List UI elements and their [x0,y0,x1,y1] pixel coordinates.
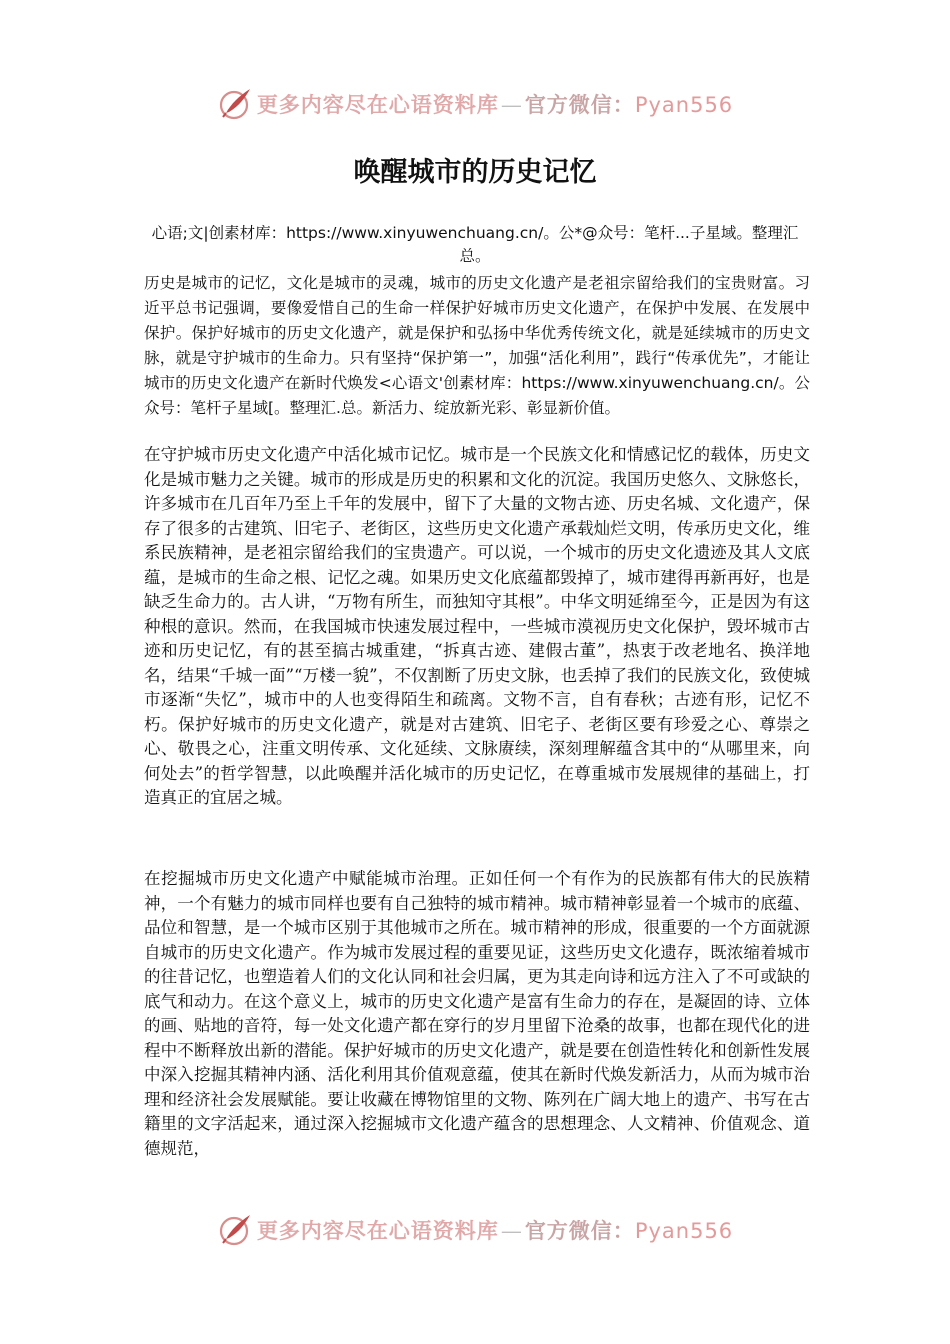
banner-separator: — [500,1219,523,1243]
footer-banner [0,1210,950,1250]
banner-slogan: 更多内容尽在心语资料库 [256,1218,499,1243]
body-paragraph-1: 在守护城市历史文化遗产中活化城市记忆。城市是一个民族文化和情感记忆的载体，历史文化是城市魅力之关键。城市的形成是历史的积累和文化的沉淀。我国历史悠久、文脉悠长，许多城市在几百年乃至上千年的发展中，留下了大量的文物古迹、历史名城、文化遗产，保存了很多的古建筑、旧宅子、老街区，这些历史文化遗产承载灿烂文明，传承历史文化，维系民族精神，是老祖宗留给我们的宝贵遗产。可以说，一个城市的历史文化遗迹及其人文底蕴，是城市的生命之根、记忆之魂。如果历史文化底蕴都毁掉了，城市建得再新再好，也是缺乏生命力的。古人讲，“万物有所生，而独知守其根”。中华文明延绵至今，正是因为有这种根的意识。然而，在我国城市快速发展过程中，一些城市漠视历史文化保护，毁坏城市古迹和历史记忆，有的甚至搞古城重建，“拆真古迹、建假古董”，热衷于改老地名、换洋地名，结果“千城一面”“万楼一貌”，不仅割断了历史文脉，也丢掉了我们的民族文化，致使城市逐渐“失忆”，城市中的人也变得陌生和疏离。文物不言，自有春秋；古迹有形，记忆不朽。保护好城市的历史文化遗产，就是对古建筑、旧宅子、老街区要有珍爱之心、尊崇之心、敬畏之心，注重文明传承、文化延续、文脉赓续，深刻理解蕴含其中的“从哪里来，向何处去”的哲学智慧，以此唤醒并活化城市的历史记忆，在尊重城市发展规律的基础上，打造真正的宜居之城。 [144,445,810,807]
banner-separator: — [500,93,523,117]
banner-text [257,89,733,119]
source-line: 心语;文|创素材库：https://www.xinyuwenchuang.cn/。公*@众号：笔杆...子星域。整理汇总。 [151,224,799,265]
banner-slogan: 更多内容尽在心语资料库 [256,92,499,117]
banner-wechat-id: Pyan556 [634,93,734,117]
quill-pen-logo-icon [217,86,253,122]
body-paragraph-2: 在挖掘城市历史文化遗产中赋能城市治理。正如任何一个有作为的民族都有伟大的民族精神，一个有魅力的城市同样也要有自己独特的城市精神。城市精神彰显着一个城市的底蕴、品位和智慧，是一个城市区别于其他城市之所在。城市精神的形成，很重要的一个方面就源自城市的历史文化遗产。作为城市发展过程的重要见证，这些历史文化遗存，既浓缩着城市的往昔记忆，也塑造着人们的文化认同和社会归属，更为其走向诗和远方注入了不可或缺的底气和动力。在这个意义上，城市的历史文化遗产是富有生命力的存在，是凝固的诗、立体的画、贴地的音符，每一处文化遗产都在穿行的岁月里留下沧桑的故事，也都在现代化的进程中不断释放出新的潜能。保护好城市的历史文化遗产，就是要在创造性转化和创新性发展中深入挖掘其精神内涵、活化利用其价值观意蕴，使其在新时代焕发新活力，从而为城市治理和经济社会发展赋能。要让收藏在博物馆里的文物、陈列在广阔大地上的遗产、书写在古籍里的文字活起来，通过深入挖掘城市文化遗产蕴含的思想理念、人文精神、价值观念、道德规范， [144,869,810,1158]
banner-wechat-label: 官方微信： [524,92,635,117]
banner-wechat-id: Pyan556 [634,1219,734,1243]
quill-pen-logo-icon [217,1212,253,1248]
header-banner [0,84,950,124]
intro-paragraph: 历史是城市的记忆，文化是城市的灵魂，城市的历史文化遗产是老祖宗留给我们的宝贵财富。习近平总书记强调，要像爱惜自己的生命一样保护好城市历史文化遗产，在保护中发展、在发展中保护。保护好城市的历史文化遗产，就是保护和弘扬中华优秀传统文化，就是延续城市的历史文脉，就是守护城市的生命力。只有坚持“保护第一”，加强“活化利用”，践行“传承优先”，才能让城市的历史文化遗产在新时代焕发<心语文'创素材库：https://www.xinyuwenchuang.cn/。公众号：笔杆子星域[。整理汇.总。新活力、绽放新光彩、彰显新价值。 [144,274,810,417]
banner-wechat-label: 官方微信： [524,1218,635,1243]
banner-text [257,1215,733,1245]
document-title: 唤醒城市的历史记忆 [353,157,597,188]
